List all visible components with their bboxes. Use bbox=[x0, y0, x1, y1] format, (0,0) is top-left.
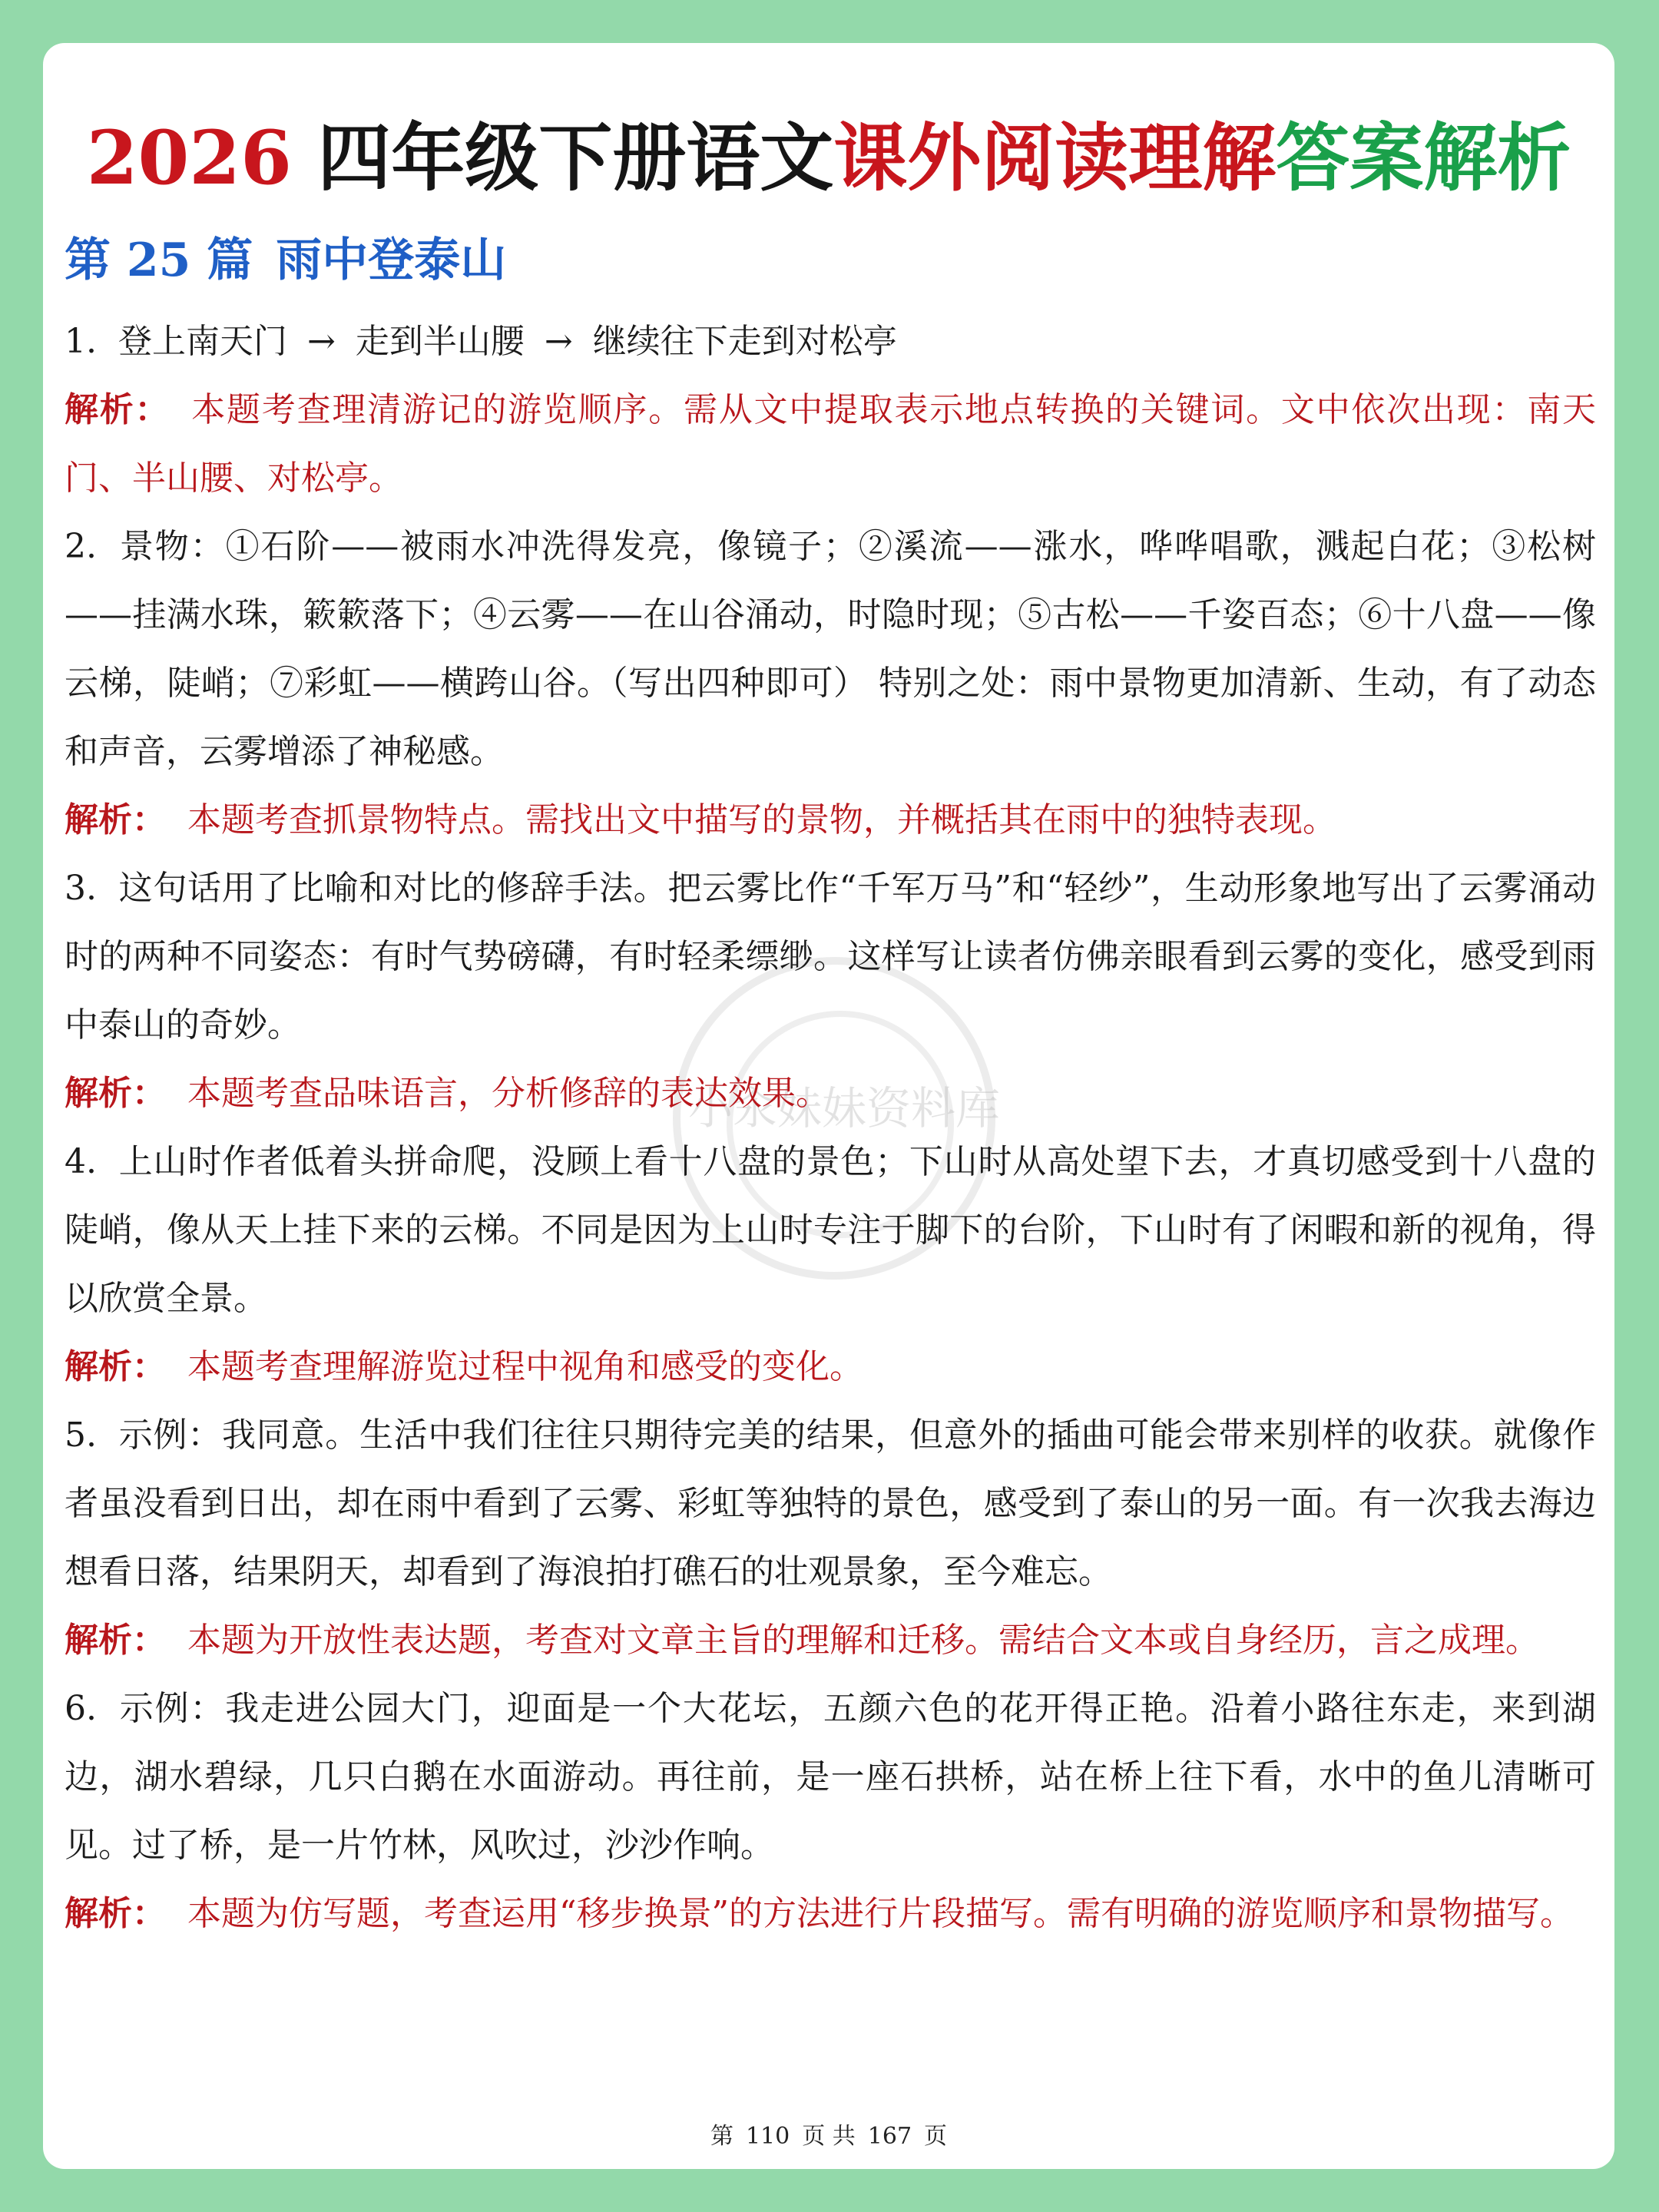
footer-prefix: 第 bbox=[710, 2123, 733, 2150]
explanation-label: 解析： bbox=[65, 1894, 166, 1933]
section-number: 第 25 篇 bbox=[65, 233, 253, 287]
explanation-5 bbox=[65, 1606, 1596, 1674]
answer-text: 示例：我同意。生活中我们往往只期待完美的结果，但意外的插曲可能会带来别样的收获。就像作者虽没看到日出，却在雨中看到了云雾、彩虹等独特的景色，感受到了泰山的另一面。有一次我去海边想看日落，结果阴天，却看到了海浪拍打礁石的壮观景象，至今难忘。 bbox=[65, 1416, 1596, 1591]
title-year: 2026 bbox=[86, 114, 292, 201]
answer-text: 这句话用了比喻和对比的修辞手法。把云雾比作“千军万马”和“轻纱”，生动形象地写出了云雾涌动时的两种不同姿态：有时气势磅礴，有时轻柔缥缈。这样写让读者仿佛亲眼看到云雾的变化，感受到雨中泰山的奇妙。 bbox=[65, 869, 1596, 1045]
answer-5 bbox=[65, 1401, 1596, 1606]
document-page bbox=[43, 43, 1614, 2169]
route-step: 走到半山腰 bbox=[355, 322, 525, 361]
title-grade: 四年级下册语文 bbox=[291, 114, 834, 201]
footer-page-number: 110 bbox=[745, 2123, 790, 2150]
explanation-label: 解析： bbox=[65, 1621, 166, 1660]
answer-number: 5. bbox=[65, 1416, 97, 1455]
title-reading: 课外阅读理解 bbox=[833, 114, 1277, 201]
answer-1 bbox=[65, 307, 1596, 376]
answer-text: 示例：我走进公园大门，迎面是一个大花坛，五颜六色的花开得正艳。沿着小路往东走，来到湖边，湖水碧绿，几只白鹅在水面游动。再往前，是一座石拱桥，站在桥上往下看，水中的鱼儿清晰可见。过了桥，是一片竹林，风吹过，沙沙作响。 bbox=[65, 1689, 1596, 1865]
section-name: 雨中登泰山 bbox=[276, 233, 507, 287]
watermark-text: 小汆妹妹资料库 bbox=[688, 1082, 1001, 1134]
page-title bbox=[43, 112, 1614, 204]
explanation-label: 解析： bbox=[65, 800, 166, 839]
answer-3 bbox=[65, 854, 1596, 1059]
page-footer bbox=[43, 2121, 1614, 2152]
explanation-4 bbox=[65, 1333, 1596, 1401]
answer-content bbox=[65, 307, 1596, 1948]
explanation-text: 本题为开放性表达题，考查对文章主旨的理解和迁移。需结合文本或自身经历，言之成理。 bbox=[187, 1621, 1539, 1660]
section-heading bbox=[65, 226, 506, 295]
explanation-label: 解析： bbox=[65, 390, 171, 429]
answer-number: 6. bbox=[65, 1689, 97, 1728]
route-step: 登上南天门 bbox=[118, 322, 287, 361]
answer-number: 2. bbox=[65, 527, 97, 566]
explanation-text: 本题考查理清游记的游览顺序。需从文中提取表示地点转换的关键词。文中依次出现：南天门、半山腰、对松亭。 bbox=[65, 390, 1597, 498]
explanation-label: 解析： bbox=[65, 1074, 166, 1113]
footer-suffix: 页 bbox=[924, 2123, 948, 2150]
answer-4 bbox=[65, 1128, 1596, 1333]
explanation-text: 本题为仿写题，考查运用“移步换景”的方法进行片段描写。需有明确的游览顺序和景物描写。 bbox=[187, 1894, 1574, 1933]
arrow-icon: → bbox=[544, 322, 573, 361]
answer-number: 3. bbox=[65, 869, 97, 908]
explanation-3 bbox=[65, 1059, 1596, 1128]
answer-text: 景物：①石阶——被雨水冲洗得发亮，像镜子；②溪流——涨水，哗哗唱歌，溅起白花；③松树——挂满水珠，簌簌落下；④云雾——在山谷涌动，时隐时现；⑤古松——千姿百态；⑥十八盘——像云梯，陡峭；⑦彩虹——横跨山谷。（写出四种即可） 特别之处：雨中景物更加清新、生动，有了动态和声音，云雾增添了神秘感。 bbox=[65, 527, 1596, 771]
footer-middle: 页 共 bbox=[802, 2123, 856, 2150]
explanation-text: 本题考查抓景物特点。需找出文中描写的景物，并概括其在雨中的独特表现。 bbox=[187, 800, 1336, 839]
explanation-1 bbox=[65, 376, 1596, 512]
answer-6 bbox=[65, 1674, 1596, 1879]
explanation-6 bbox=[65, 1879, 1596, 1948]
footer-total-pages: 167 bbox=[867, 2123, 912, 2150]
explanation-2 bbox=[65, 786, 1596, 854]
answer-number: 1. bbox=[65, 322, 97, 361]
title-answers: 答案解析 bbox=[1276, 114, 1571, 201]
answer-2 bbox=[65, 512, 1596, 786]
explanation-label: 解析： bbox=[65, 1347, 166, 1386]
arrow-icon: → bbox=[306, 322, 336, 361]
explanation-text: 本题考查品味语言，分析修辞的表达效果。 bbox=[187, 1074, 830, 1113]
answer-text: 上山时作者低着头拼命爬，没顾上看十八盘的景色；下山时从高处望下去，才真切感受到十八盘的陡峭，像从天上挂下来的云梯。不同是因为上山时专注于脚下的台阶，下山时有了闲暇和新的视角，得以欣赏全景。 bbox=[65, 1142, 1596, 1318]
route-step: 继续往下走到对松亭 bbox=[592, 322, 897, 361]
answer-number: 4. bbox=[65, 1142, 97, 1181]
explanation-text: 本题考查理解游览过程中视角和感受的变化。 bbox=[187, 1347, 863, 1386]
